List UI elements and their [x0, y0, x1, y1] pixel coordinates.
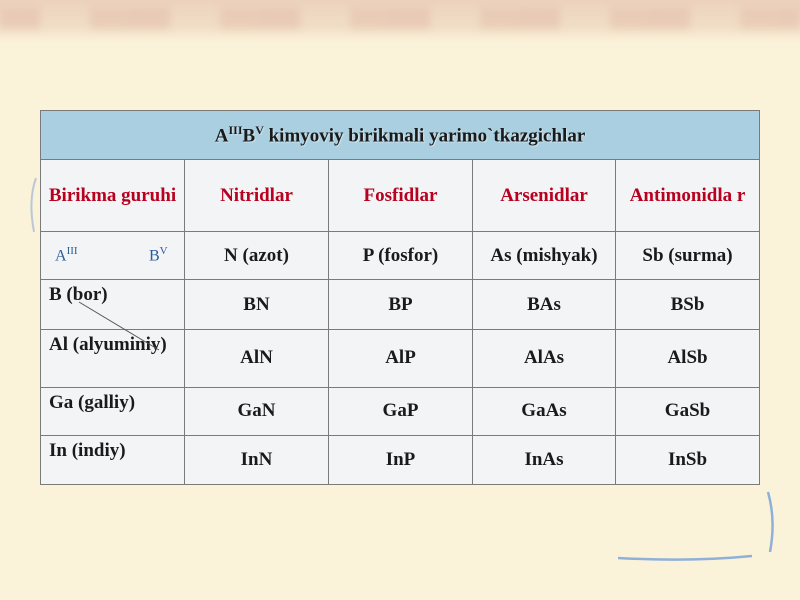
compound-cell: InP: [329, 435, 473, 484]
compound-cell: BAs: [473, 280, 616, 329]
compound-cell: BN: [185, 280, 329, 329]
compound-cell: InN: [185, 435, 329, 484]
compound-cell: InAs: [473, 435, 616, 484]
compound-cell: InSb: [616, 435, 760, 484]
header-phosphides: Fosfidlar: [329, 160, 473, 232]
compound-cell: GaN: [185, 387, 329, 435]
diagonal-line: [41, 280, 185, 360]
semiconductor-table: [40, 110, 760, 485]
compound-cell: GaSb: [616, 387, 760, 435]
table-row: [41, 280, 760, 329]
corner-cell: [41, 232, 185, 280]
element-v-cell: Sb (surma): [616, 232, 760, 280]
header-arsenides: Arsenidlar: [473, 160, 616, 232]
compound-cell: BP: [329, 280, 473, 329]
corner-a-label: $A^{III}$: [55, 245, 78, 265]
compound-cell: BSb: [616, 280, 760, 329]
compound-cell: AlN: [185, 329, 329, 387]
compound-cell: GaAs: [473, 387, 616, 435]
corner-b-label: $B^V$: [149, 245, 168, 265]
compound-cell: AlAs: [473, 329, 616, 387]
row-label: Al (alyuminiy): [41, 329, 185, 387]
element-v-cell: P (fosfor): [329, 232, 473, 280]
row-label: In (indiy): [41, 435, 185, 484]
row-label: B (bor): [41, 280, 185, 329]
compound-cell: GaP: [329, 387, 473, 435]
header-nitrides: Nitridlar: [185, 160, 329, 232]
compound-cell: AlSb: [616, 329, 760, 387]
table-row: [41, 387, 760, 435]
table-row: [41, 435, 760, 484]
element-v-cell: N (azot): [185, 232, 329, 280]
element-v-cell: As (mishyak): [473, 232, 616, 280]
table-title: $A^{III}B^V$ kimyoviy birikmali yarimo`tkazgichlar: [41, 111, 760, 160]
header-antimonides: Antimonidla r: [616, 160, 760, 232]
row-label: Ga (galliy): [41, 387, 185, 435]
compound-cell: AlP: [329, 329, 473, 387]
header-group: Birikma guruhi: [41, 160, 185, 232]
